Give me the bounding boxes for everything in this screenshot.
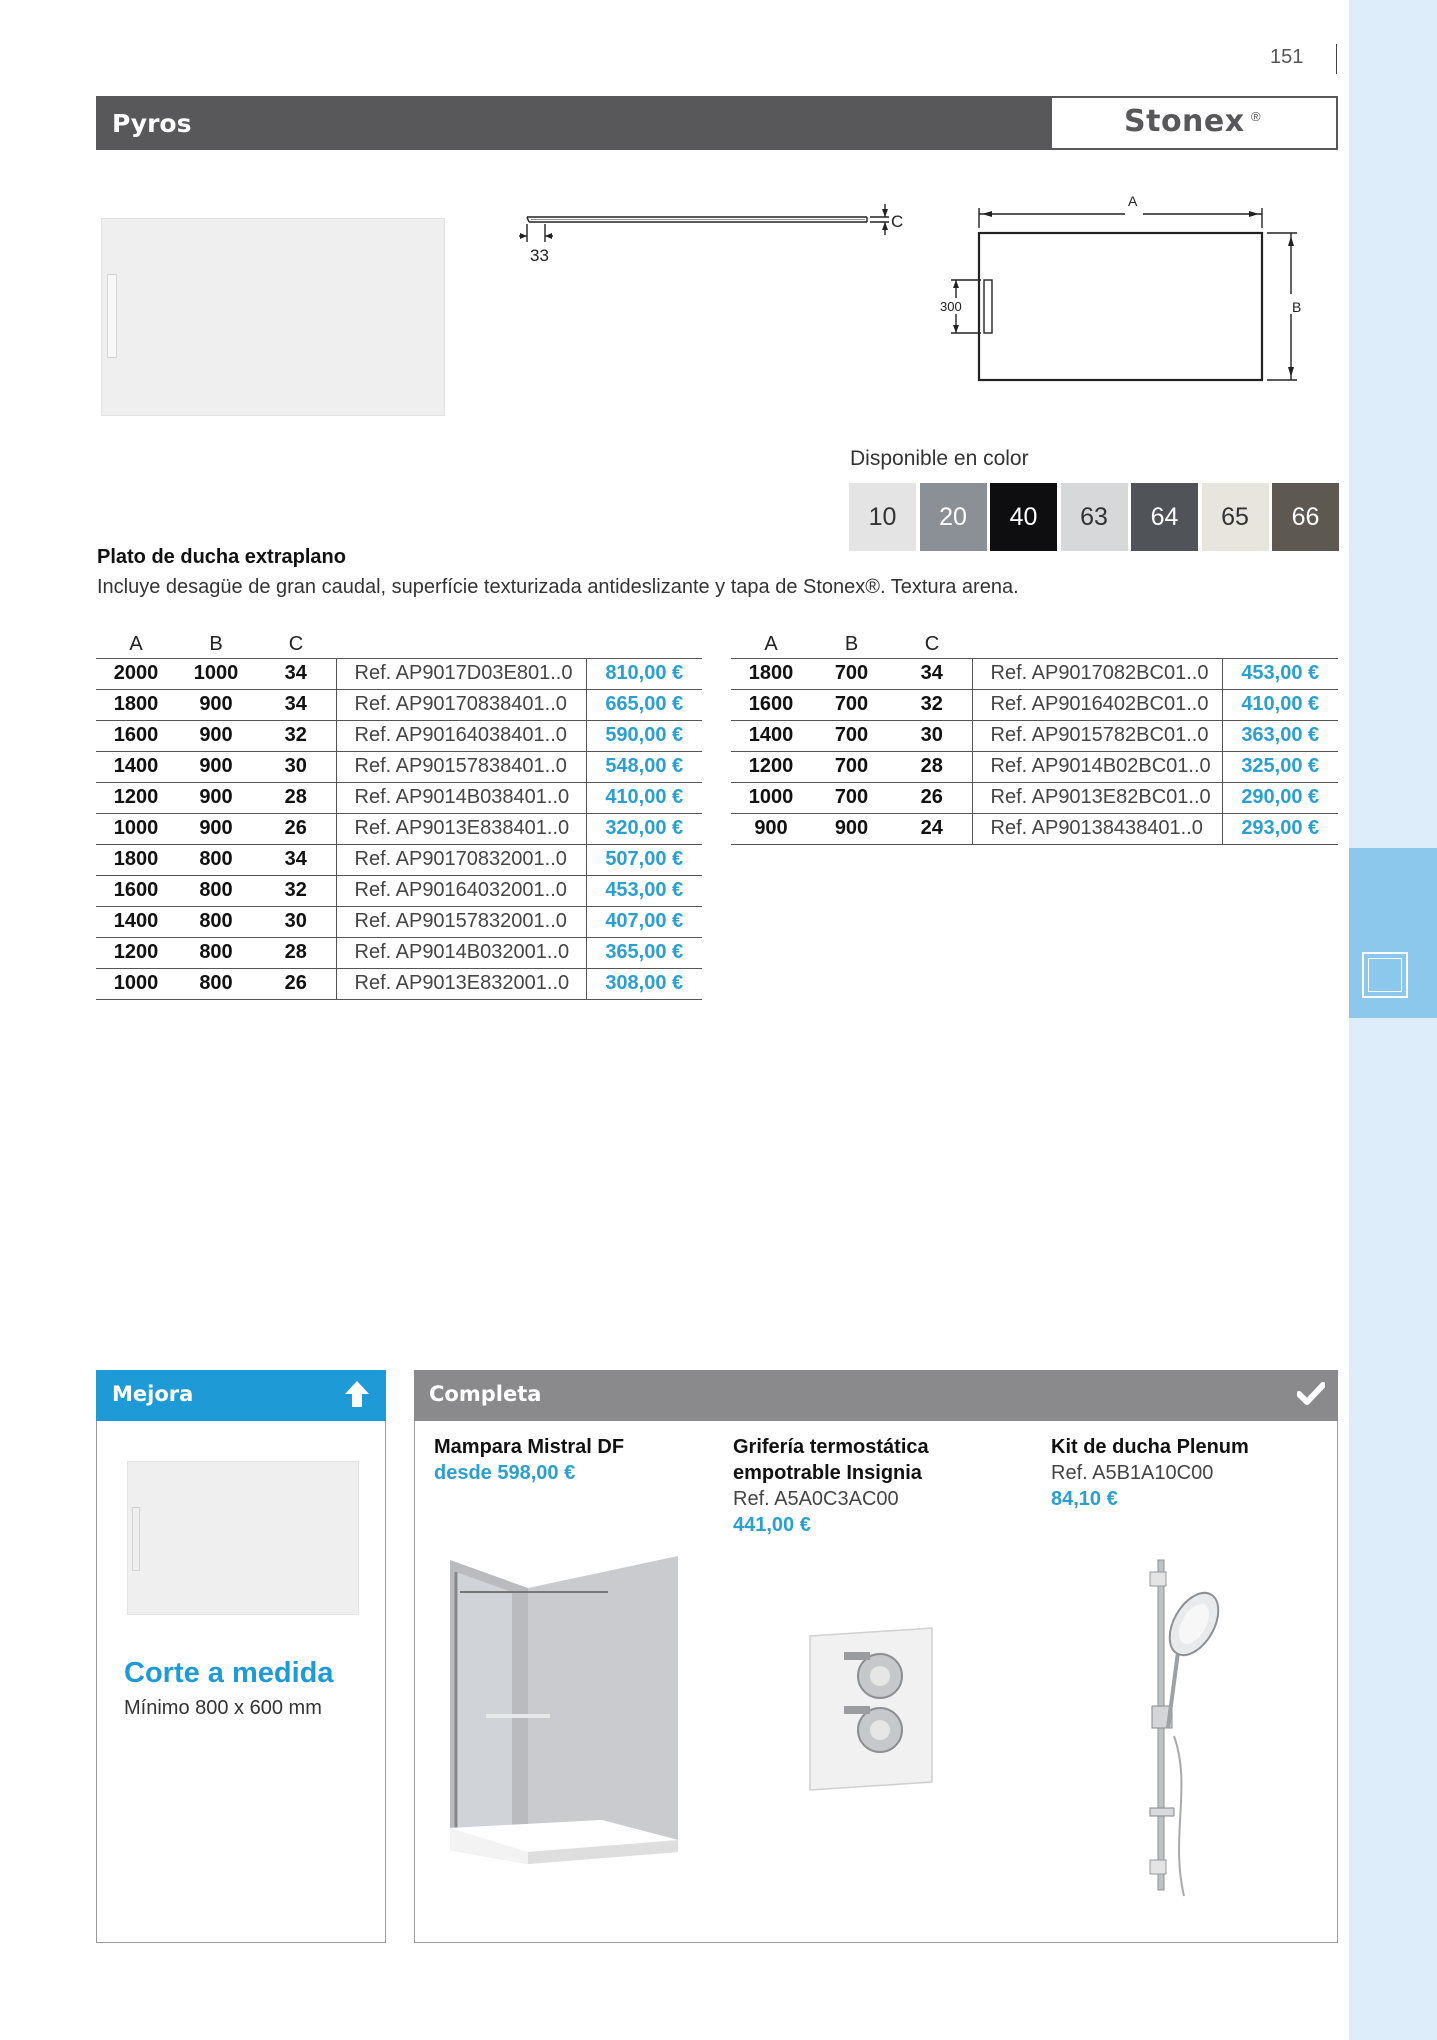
dim-label-b: B xyxy=(1292,299,1302,315)
price-table-right xyxy=(731,628,1338,845)
cell-price: 363,00 € xyxy=(1222,720,1338,751)
cell-a: 1200 xyxy=(731,751,811,782)
item-name-line2: empotrable Insignia xyxy=(733,1462,922,1484)
column-header-c: C xyxy=(288,633,304,656)
item-name: Mampara Mistral DF xyxy=(434,1436,625,1458)
table-row xyxy=(731,813,1338,844)
color-swatch-10[interactable]: 10 xyxy=(849,483,916,551)
completa-title: Completa xyxy=(429,1382,542,1406)
drain-cover xyxy=(132,1507,140,1571)
cell-c: 28 xyxy=(892,751,972,782)
table-header-row xyxy=(731,628,1338,658)
cell-ref: Ref. AP9013E82BC01..0 xyxy=(972,782,1222,813)
table-row xyxy=(731,782,1338,813)
color-swatch-40[interactable]: 40 xyxy=(990,483,1057,551)
cell-price: 810,00 € xyxy=(586,658,702,689)
header-bar xyxy=(96,96,1050,150)
cell-a: 1200 xyxy=(96,782,176,813)
table-row xyxy=(96,875,702,906)
color-swatch-66[interactable]: 66 xyxy=(1272,483,1339,551)
table-row xyxy=(96,751,702,782)
mejora-product-photo xyxy=(127,1461,359,1615)
product-title: Plato de ducha extraplano xyxy=(97,546,346,568)
cell-b: 800 xyxy=(176,844,256,875)
cell-ref: Ref. AP9013E832001..0 xyxy=(336,968,586,999)
cell-b: 900 xyxy=(176,813,256,844)
cell-a: 1000 xyxy=(96,968,176,999)
cell-a: 2000 xyxy=(96,658,176,689)
cell-ref: Ref. AP90170838401..0 xyxy=(336,689,586,720)
cell-ref: Ref. AP9015782BC01..0 xyxy=(972,720,1222,751)
checkmark-icon xyxy=(1297,1382,1325,1406)
cell-b: 700 xyxy=(811,782,892,813)
cell-c: 34 xyxy=(256,844,336,875)
cell-a: 1400 xyxy=(731,720,811,751)
cell-c: 30 xyxy=(256,906,336,937)
page-number-divider xyxy=(1336,44,1337,74)
cell-ref: Ref. AP90164032001..0 xyxy=(336,875,586,906)
cell-c: 30 xyxy=(256,751,336,782)
table-row xyxy=(96,720,702,751)
mejora-title: Mejora xyxy=(112,1382,194,1406)
cell-b: 900 xyxy=(811,813,892,844)
table-row xyxy=(96,937,702,968)
technical-drawing xyxy=(515,190,1315,390)
cell-c: 28 xyxy=(256,937,336,968)
page-number: 151 xyxy=(1270,46,1304,68)
mejora-headline: Corte a medida xyxy=(124,1657,334,1689)
table-row xyxy=(96,782,702,813)
table-row xyxy=(96,906,702,937)
arrow-up-icon xyxy=(344,1380,370,1408)
cell-price: 325,00 € xyxy=(1222,751,1338,782)
cell-ref: Ref. AP9017082BC01..0 xyxy=(972,658,1222,689)
cell-c: 26 xyxy=(892,782,972,813)
cell-price: 410,00 € xyxy=(1222,689,1338,720)
cell-a: 1800 xyxy=(96,689,176,720)
cell-c: 32 xyxy=(256,875,336,906)
table-row xyxy=(96,968,702,999)
item-price: desde 598,00 € xyxy=(434,1462,576,1484)
cell-a: 1400 xyxy=(96,751,176,782)
cell-a: 1600 xyxy=(731,689,811,720)
item-name: Grifería termostática xyxy=(733,1436,929,1458)
table-row xyxy=(96,658,702,689)
cell-b: 800 xyxy=(176,906,256,937)
cell-ref: Ref. AP9014B038401..0 xyxy=(336,782,586,813)
table-header-row xyxy=(96,628,702,658)
cell-a: 1800 xyxy=(96,844,176,875)
item-ref: Ref. A5B1A10C00 xyxy=(1051,1462,1214,1484)
color-swatch-64[interactable]: 64 xyxy=(1131,483,1198,551)
cell-a: 900 xyxy=(731,813,811,844)
cell-c: 24 xyxy=(892,813,972,844)
cell-ref: Ref. AP9016402BC01..0 xyxy=(972,689,1222,720)
cell-a: 1400 xyxy=(96,906,176,937)
cell-ref: Ref. AP90170832001..0 xyxy=(336,844,586,875)
product-photo xyxy=(101,218,445,416)
cell-c: 34 xyxy=(256,658,336,689)
cell-price: 293,00 € xyxy=(1222,813,1338,844)
table-row xyxy=(731,751,1338,782)
cell-a: 1800 xyxy=(731,658,811,689)
table-row xyxy=(731,689,1338,720)
shower-kit-image xyxy=(1134,1556,1234,1904)
table-row xyxy=(96,844,702,875)
table-row xyxy=(96,689,702,720)
cell-price: 320,00 € xyxy=(586,813,702,844)
column-header-a: A xyxy=(129,633,143,656)
cell-b: 900 xyxy=(176,751,256,782)
cell-ref: Ref. AP9014B02BC01..0 xyxy=(972,751,1222,782)
cell-c: 28 xyxy=(256,782,336,813)
page-title: Pyros xyxy=(112,109,192,138)
cell-c: 34 xyxy=(892,658,972,689)
cell-c: 34 xyxy=(256,689,336,720)
brand-registered-mark: ® xyxy=(1251,109,1261,124)
cell-a: 1000 xyxy=(96,813,176,844)
cell-price: 453,00 € xyxy=(1222,658,1338,689)
item-ref: Ref. A5A0C3AC00 xyxy=(733,1488,899,1510)
cell-b: 700 xyxy=(811,689,892,720)
cell-price: 365,00 € xyxy=(586,937,702,968)
table-row xyxy=(731,720,1338,751)
accessory-item-griferia[interactable] xyxy=(733,1434,929,1538)
accessory-item-mampara[interactable] xyxy=(434,1434,624,1486)
table-row xyxy=(731,658,1338,689)
color-swatch-65[interactable]: 65 xyxy=(1202,483,1269,551)
cell-c: 32 xyxy=(892,689,972,720)
dim-label-c: C xyxy=(891,212,904,231)
cell-b: 800 xyxy=(176,937,256,968)
item-name: Kit de ducha Plenum xyxy=(1051,1436,1249,1458)
cell-price: 590,00 € xyxy=(586,720,702,751)
color-availability-label: Disponible en color xyxy=(850,447,1029,470)
cell-b: 800 xyxy=(176,875,256,906)
completa-header xyxy=(414,1370,1338,1421)
cell-b: 900 xyxy=(176,720,256,751)
shower-screen-image xyxy=(442,1552,682,1874)
cell-price: 308,00 € xyxy=(586,968,702,999)
cell-price: 407,00 € xyxy=(586,906,702,937)
thermostatic-valve-image xyxy=(806,1626,936,1792)
cell-price: 410,00 € xyxy=(586,782,702,813)
cell-ref: Ref. AP90157832001..0 xyxy=(336,906,586,937)
price-table-left xyxy=(96,628,702,1000)
cell-ref: Ref. AP9014B032001..0 xyxy=(336,937,586,968)
item-price: 441,00 € xyxy=(733,1514,811,1536)
price-table-left-body xyxy=(96,658,702,999)
cell-b: 900 xyxy=(176,782,256,813)
cell-b: 1000 xyxy=(176,658,256,689)
column-header-a: A xyxy=(764,633,778,656)
cell-price: 665,00 € xyxy=(586,689,702,720)
cell-ref: Ref. AP90157838401..0 xyxy=(336,751,586,782)
side-strip xyxy=(1349,0,1437,2040)
cell-ref: Ref. AP90164038401..0 xyxy=(336,720,586,751)
dim-label-a: A xyxy=(1128,193,1138,209)
product-description: Incluye desagüe de gran caudal, superfície texturizada antideslizante y tapa de Stonex®. Textura arena. xyxy=(97,576,1019,598)
price-table-right-body xyxy=(731,658,1338,844)
shower-tray-icon xyxy=(1362,952,1408,998)
cell-c: 26 xyxy=(256,968,336,999)
cell-c: 30 xyxy=(892,720,972,751)
cell-a: 1000 xyxy=(731,782,811,813)
accessory-item-kit-ducha[interactable] xyxy=(1051,1434,1249,1512)
color-swatch-63[interactable]: 63 xyxy=(1061,483,1128,551)
mejora-subtitle: Mínimo 800 x 600 mm xyxy=(124,1697,322,1719)
cell-price: 290,00 € xyxy=(1222,782,1338,813)
cell-ref: Ref. AP90138438401..0 xyxy=(972,813,1222,844)
column-header-b: B xyxy=(844,633,859,656)
column-header-b: B xyxy=(209,633,223,656)
cell-ref: Ref. AP9013E838401..0 xyxy=(336,813,586,844)
table-row xyxy=(96,813,702,844)
cell-c: 26 xyxy=(256,813,336,844)
dim-label-300: 300 xyxy=(940,299,962,314)
brand-logo: Stonex xyxy=(1124,104,1245,139)
cell-b: 700 xyxy=(811,751,892,782)
cell-ref: Ref. AP9017D03E801..0 xyxy=(336,658,586,689)
cell-price: 453,00 € xyxy=(586,875,702,906)
cell-b: 700 xyxy=(811,658,892,689)
drain-cover xyxy=(107,274,117,358)
dim-label-33: 33 xyxy=(530,246,549,265)
cell-price: 548,00 € xyxy=(586,751,702,782)
cell-c: 32 xyxy=(256,720,336,751)
column-header-c: C xyxy=(924,633,940,656)
item-price: 84,10 € xyxy=(1051,1488,1118,1510)
cell-b: 900 xyxy=(176,689,256,720)
cell-b: 700 xyxy=(811,720,892,751)
cell-a: 1600 xyxy=(96,720,176,751)
section-tab[interactable] xyxy=(1349,848,1437,1018)
color-swatch-20[interactable]: 20 xyxy=(920,483,987,551)
cell-b: 800 xyxy=(176,968,256,999)
cell-a: 1200 xyxy=(96,937,176,968)
cell-price: 507,00 € xyxy=(586,844,702,875)
cell-a: 1600 xyxy=(96,875,176,906)
